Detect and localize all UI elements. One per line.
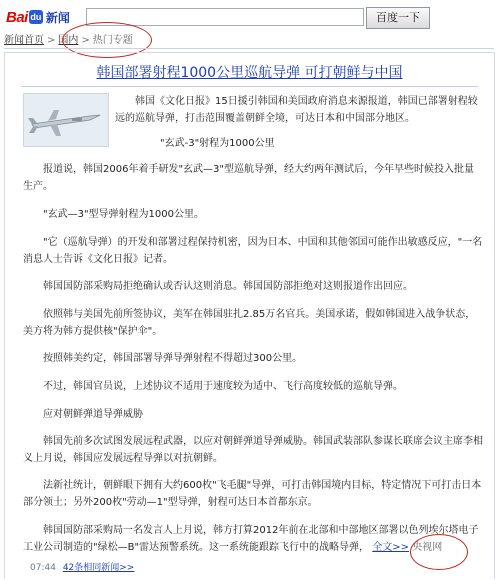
article-paragraph: 法新社统计，朝鲜眼下拥有大约600枚"飞毛腿"导弹，可打击韩国境内目标，特定情况下可打击日本部分领土；另外200枚"劳动—1"型导弹，射程可达日本首都东京。 xyxy=(23,480,482,508)
logo-text: Bai xyxy=(6,8,28,26)
header-divider xyxy=(4,48,494,49)
article-panel xyxy=(4,52,495,579)
article-paragraph: 不过，韩国官员说，上述协议不适用于速度较为适中、飞行高度较低的巡航导弹。 xyxy=(43,381,403,392)
top-search-bar xyxy=(0,0,500,30)
article-paragraph: "它（巡航导弹）的开发和部署过程保持机密，因为日本、中国和其他邻国可能作出敏感反应，"一名消息人士告诉《文化日报》记者。 xyxy=(23,237,483,265)
article-subheading: "玄武-3"射程为1000公里 xyxy=(160,138,275,149)
article-title[interactable]: 韩国部署射程1000公里巡航导弹 可打朝鲜与中国 xyxy=(96,65,403,81)
publish-time: 07:44 xyxy=(30,563,56,573)
article-subheading: 应对朝鲜弹道导弹威胁 xyxy=(43,409,143,420)
source-label: 央视网 xyxy=(412,542,443,553)
article-paragraph: 韩国国防部采购局拒绝确认或否认这则消息。韩国国防部拒绝对这则报道作出回应。 xyxy=(43,281,413,292)
article-paragraph: "玄武—3"型导弹射程为1000公里。 xyxy=(43,209,205,220)
baidu-paw-icon: du xyxy=(30,12,42,22)
related-news-link[interactable]: 42条相同新闻>> xyxy=(62,563,135,573)
article-paragraph: 按照韩美约定，韩国部署导弹导弹射程不得超过300公里。 xyxy=(43,353,303,364)
full-text-link[interactable]: 全文>> xyxy=(372,542,410,553)
breadcrumb-current: 热门专题 xyxy=(92,35,133,46)
logo-news-label: 新闻 xyxy=(45,10,70,25)
breadcrumb-home-link[interactable]: 新闻首页 xyxy=(4,35,44,46)
missile-photo[interactable] xyxy=(23,93,109,147)
footer-row xyxy=(30,560,134,573)
article-paragraph: 韩国先前多次试图发展远程武器，以应对朝鲜弹道导弹威胁。韩国武装部队参谋长联席会议主席李相义上月说，韩国应发展远程导弹以对抗朝鲜。 xyxy=(23,436,483,464)
article-paragraph: 韩国《文化日报》15日援引韩国和美国政府消息来源报道，韩国已部署射程较远的巡航导弹，打击范围覆盖朝鲜全境，可达日本和中国部分地区。 xyxy=(115,96,478,124)
title-divider xyxy=(21,86,479,87)
breadcrumb-separator: > xyxy=(47,35,56,46)
article-paragraph-text: 韩国国防部采购局一名发言人上月说，韩方打算2012年前在北部和中部地区部署以色列埃尔塔电子工业公司制造的"绿松—B"雷达预警系统。这一系统能跟踪飞行中的战略导弹， xyxy=(23,525,479,553)
annotation-circle xyxy=(410,534,468,570)
search-button[interactable]: 百度一下 xyxy=(366,7,430,29)
article-paragraph: 报道说，韩国2006年着手研发"玄武—3"型巡航导弹，经大约两年测试后，今年早些时候投入批量生产。 xyxy=(23,164,475,192)
baidu-news-logo[interactable] xyxy=(6,8,70,26)
breadcrumb-section-link[interactable]: 国内 xyxy=(58,35,79,46)
breadcrumb-separator: > xyxy=(81,35,90,46)
article-paragraph: 依照韩与美国先前所签协议，美军在韩国驻扎2.85万名官兵。美国承诺，假如韩国进入战争状态，美方将为韩方提供核"保护伞"。 xyxy=(23,309,476,337)
